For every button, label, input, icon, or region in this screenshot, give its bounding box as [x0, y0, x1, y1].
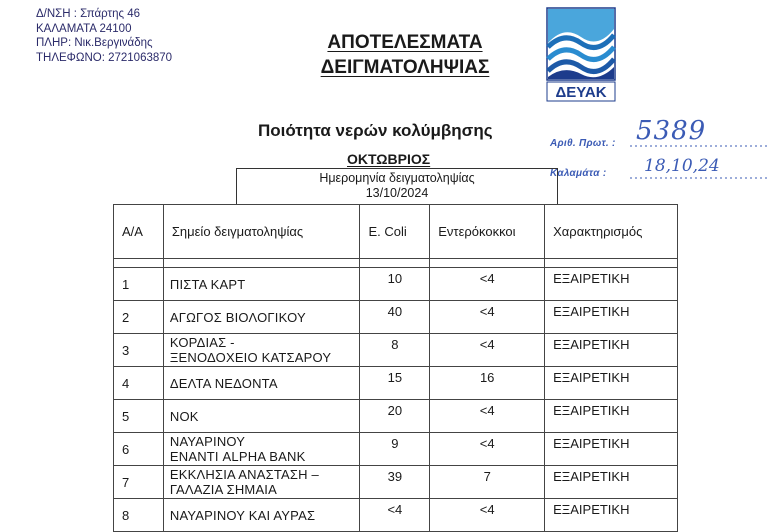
cell-aa: 8 — [114, 499, 164, 532]
cell-rating: ΕΞΑΙΡΕΤΙΚΗ — [545, 268, 678, 301]
cell-rating: ΕΞΑΙΡΕΤΙΚΗ — [545, 499, 678, 532]
cell-rating: ΕΞΑΙΡΕΤΙΚΗ — [545, 433, 678, 466]
table-row — [114, 499, 678, 532]
cell-ecoli: 20 — [360, 400, 430, 433]
cell-point — [163, 400, 360, 433]
cell-enterococci: 16 — [430, 367, 545, 400]
header-rating: Χαρακτηρισμός — [545, 205, 678, 259]
cell-rating: ΕΞΑΙΡΕΤΙΚΗ — [545, 466, 678, 499]
cell-enterococci: <4 — [430, 499, 545, 532]
logo-text: ΔΕΥΑΚ — [555, 84, 607, 101]
point-line: ΝΟΚ — [169, 408, 199, 424]
point-line: ΚΟΡΔΙΑΣ - — [169, 335, 235, 350]
cell-rating: ΕΞΑΙΡΕΤΙΚΗ — [545, 334, 678, 367]
cell-enterococci: <4 — [430, 301, 545, 334]
header-enterococci: Εντερόκοκκοι — [430, 205, 545, 259]
cell-ecoli: 40 — [360, 301, 430, 334]
cell-enterococci: <4 — [430, 334, 545, 367]
cell-rating: ΕΞΑΙΡΕΤΙΚΗ — [545, 400, 678, 433]
point-line: ΝΑΥΑΡΙΝΟΥ ΚΑΙ ΑΥΡΑΣ — [169, 507, 316, 523]
point-line: ΓΑΛΑΖΙΑ ΣΗΜΑΙΑ — [169, 482, 277, 497]
document-title — [290, 30, 520, 80]
cell-ecoli: 15 — [360, 367, 430, 400]
cell-point — [163, 367, 360, 400]
point-line: ΔΕΛΤΑ ΝΕΔΟΝΤΑ — [169, 375, 278, 391]
header-ecoli: E. Coli — [360, 205, 430, 259]
cell-aa: 7 — [114, 466, 164, 499]
table-header-row — [114, 205, 678, 259]
address-line: ΚΑΛΑΜΑΤΑ 24100 — [36, 22, 132, 35]
title-line-2: ΔΕΙΓΜΑΤΟΛΗΨΙΑΣ — [320, 57, 490, 78]
sampling-date-label: Ημερομηνία δειγματοληψίας — [319, 171, 475, 185]
sampling-date-box — [236, 168, 558, 204]
month-heading: ΟΚΤΩΒΡΙΟΣ — [347, 151, 431, 167]
sender-address — [36, 7, 172, 65]
cell-ecoli: 8 — [360, 334, 430, 367]
point-line: ΕΚΚΛΗΣΙΑ ΑΝΑΣΤΑΣΗ – — [169, 467, 319, 482]
date-label: Καλαμάτα : — [550, 168, 607, 179]
sampling-date-value: 13/10/2024 — [365, 186, 429, 200]
table-row — [114, 367, 678, 400]
cell-aa: 3 — [114, 334, 164, 367]
cell-enterococci: 7 — [430, 466, 545, 499]
cell-aa: 1 — [114, 268, 164, 301]
table-row — [114, 301, 678, 334]
point-line: ΝΑΥΑΡΙΝΟΥ — [169, 434, 246, 449]
cell-enterococci: <4 — [430, 400, 545, 433]
results-table — [113, 204, 678, 532]
date-dotted-line — [630, 176, 770, 180]
cell-point — [163, 334, 360, 367]
cell-ecoli: 39 — [360, 466, 430, 499]
cell-aa: 4 — [114, 367, 164, 400]
point-line: ΕΝΑΝΤΙ ALPHA BANK — [169, 449, 306, 464]
address-line: ΤΗΛΕΦΩΝΟ: 2721063870 — [36, 51, 173, 64]
cell-aa: 2 — [114, 301, 164, 334]
cell-ecoli: <4 — [360, 499, 430, 532]
cell-point — [163, 301, 360, 334]
cell-ecoli: 10 — [360, 268, 430, 301]
cell-point — [163, 268, 360, 301]
table-row — [114, 268, 678, 301]
point-line: ΞΕΝΟΔΟΧΕΙΟ ΚΑΤΣΑΡΟΥ — [169, 350, 332, 365]
protocol-dotted-line — [630, 144, 770, 148]
deyak-logo — [546, 7, 616, 102]
cell-rating: ΕΞΑΙΡΕΤΙΚΗ — [545, 301, 678, 334]
protocol-stamp — [550, 116, 775, 182]
address-line: Δ/ΝΣΗ : Σπάρτης 46 — [36, 8, 141, 20]
table-row — [114, 466, 678, 499]
point-line: ΑΓΩΓΟΣ ΒΙΟΛΟΓΙΚΟΥ — [169, 309, 306, 325]
cell-rating: ΕΞΑΙΡΕΤΙΚΗ — [545, 367, 678, 400]
table-spacer-row — [114, 259, 678, 268]
protocol-date: 18,10,24 — [644, 156, 720, 176]
cell-enterococci: <4 — [430, 433, 545, 466]
protocol-label: Αριθ. Πρωτ. : — [550, 138, 616, 149]
cell-enterococci: <4 — [430, 268, 545, 301]
protocol-number: 5389 — [636, 116, 707, 146]
cell-ecoli: 9 — [360, 433, 430, 466]
header-aa: Α/Α — [114, 205, 164, 259]
address-line: ΠΛΗΡ: Νικ.Βεργινάδης — [36, 37, 153, 49]
cell-aa: 6 — [114, 433, 164, 466]
cell-aa: 5 — [114, 400, 164, 433]
subtitle: Ποιότητα νερών κολύμβησης — [258, 121, 493, 140]
table-row — [114, 400, 678, 433]
title-line-1: ΑΠΟΤΕΛΕΣΜΑΤΑ — [327, 32, 483, 53]
table-row — [114, 433, 678, 466]
header-point: Σημείο δειγματοληψίας — [163, 205, 360, 259]
cell-point — [163, 466, 360, 499]
cell-point — [163, 433, 360, 466]
cell-point — [163, 499, 360, 532]
table-row — [114, 334, 678, 367]
point-line: ΠΙΣΤΑ ΚΑΡΤ — [169, 276, 246, 292]
